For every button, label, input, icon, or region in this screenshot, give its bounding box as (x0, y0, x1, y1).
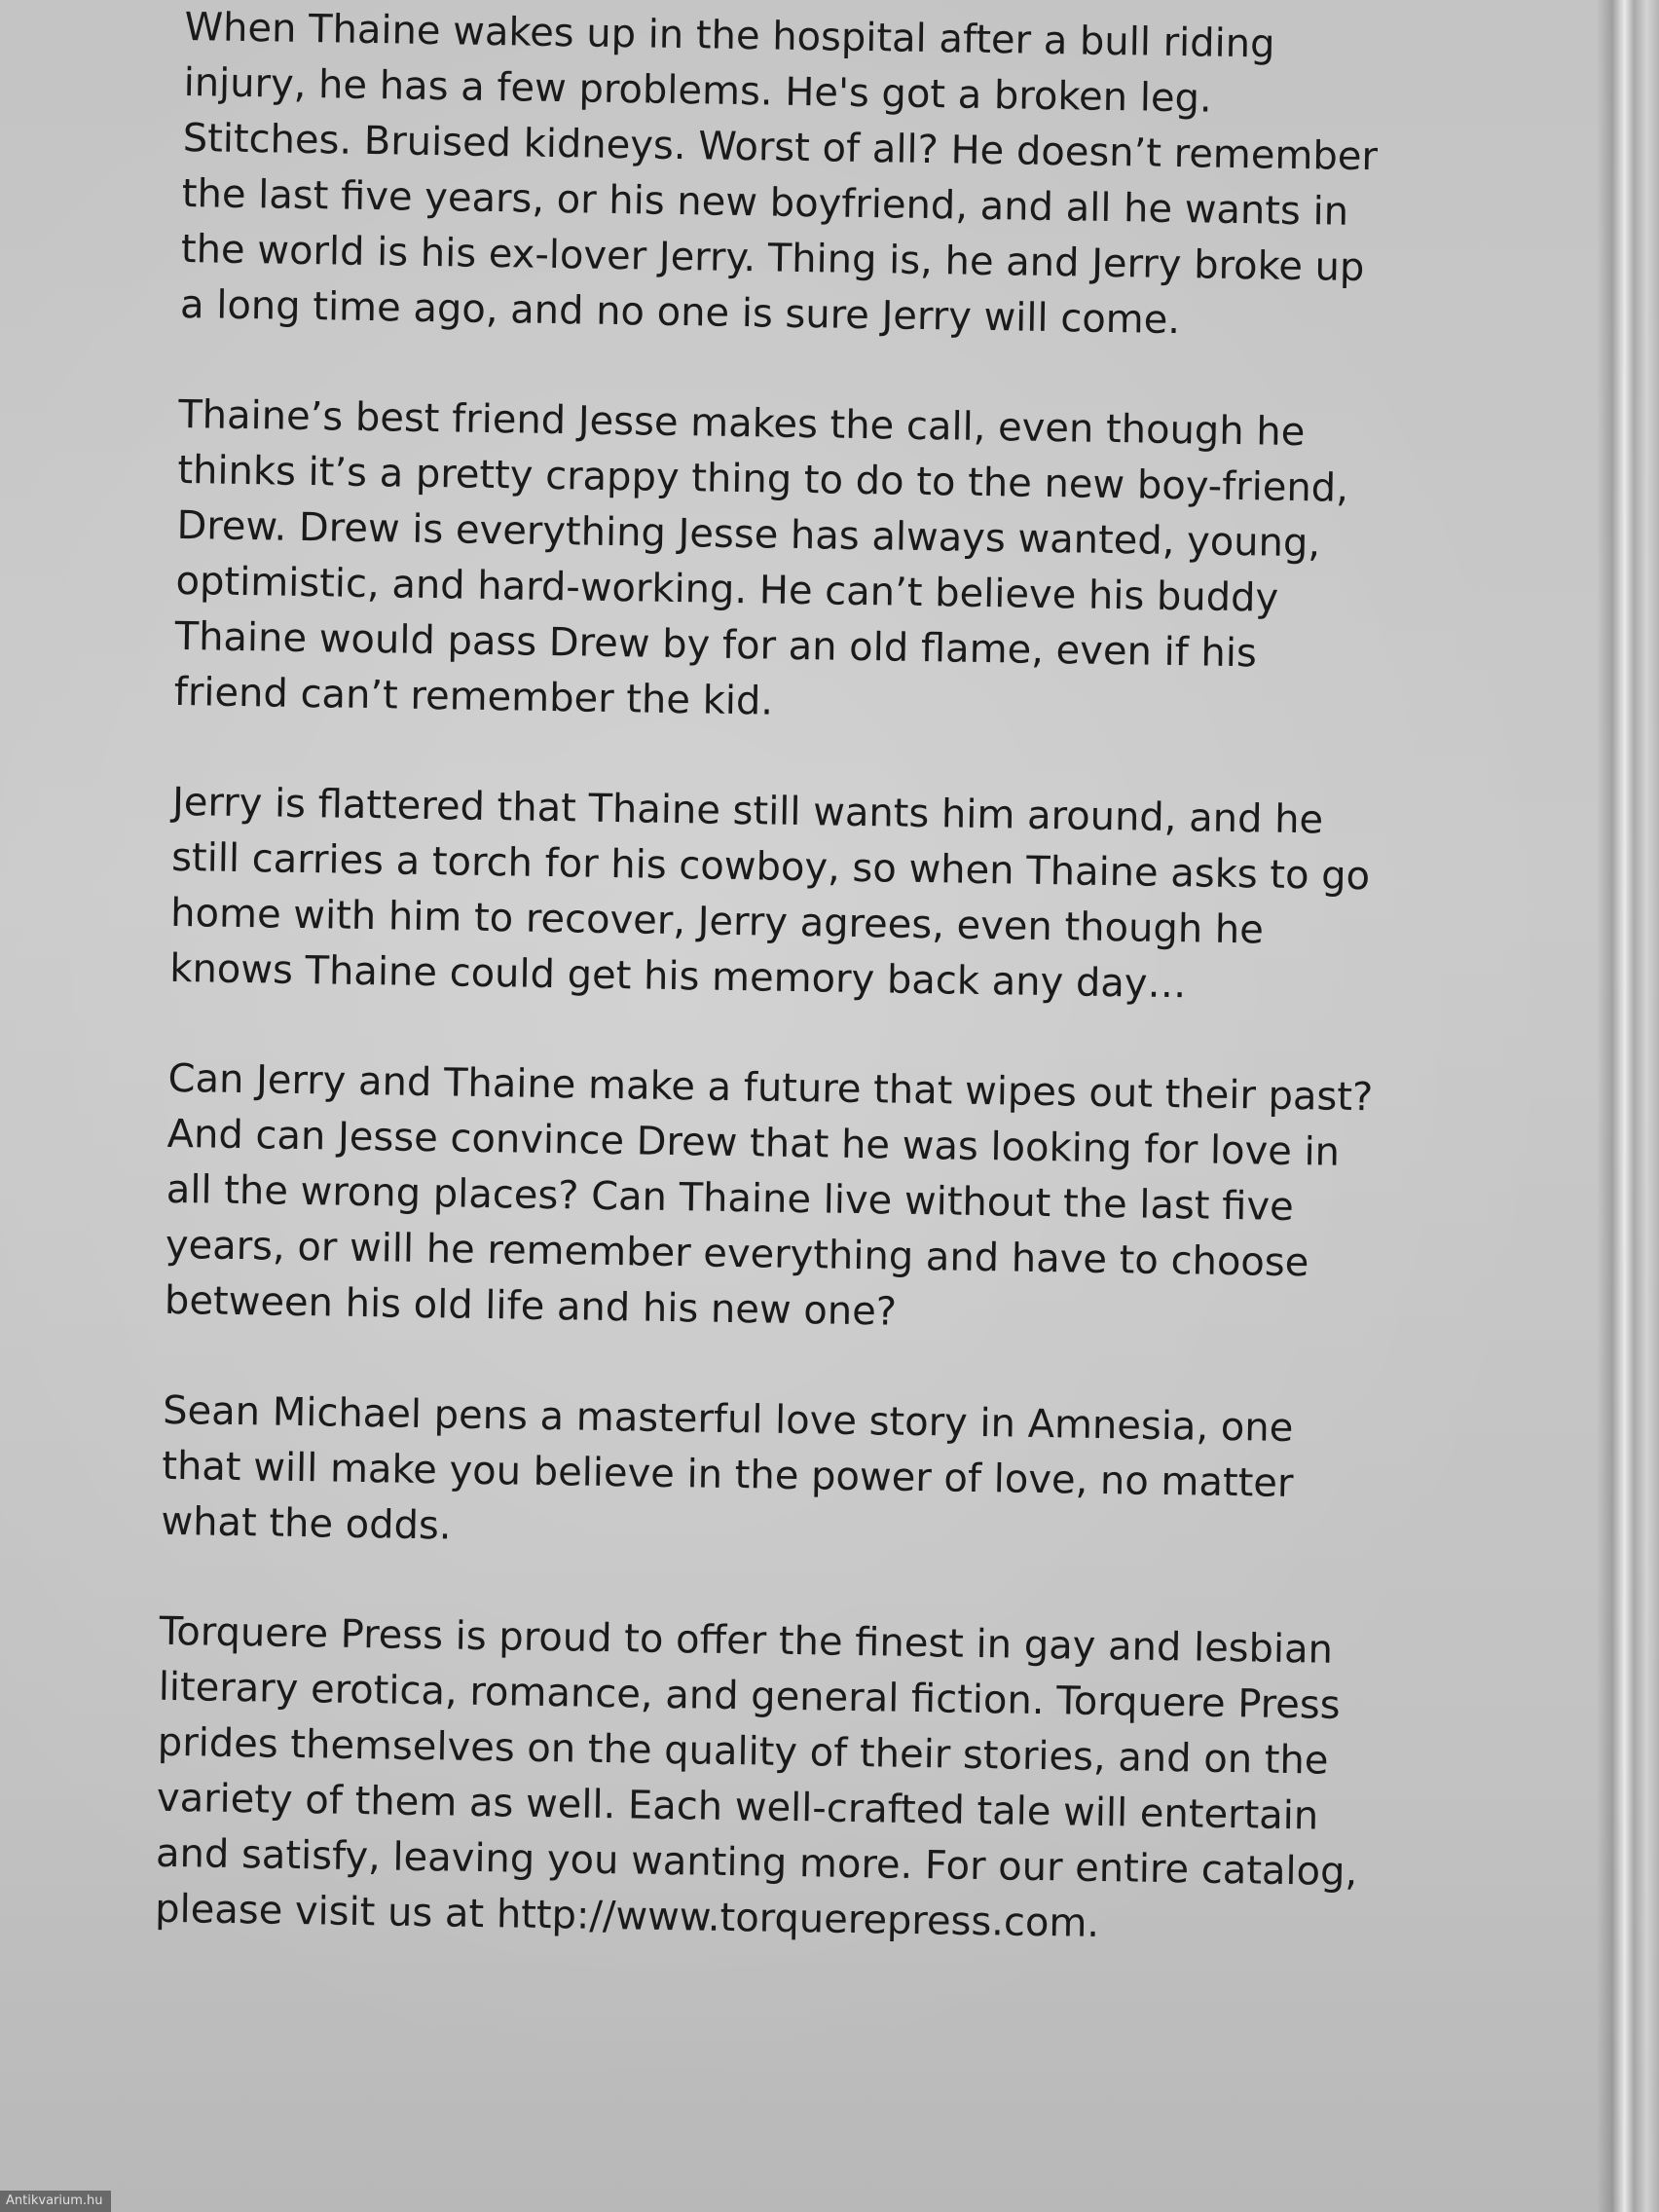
blurb-paragraph-publisher: Torquere Press is proud to offer the finest in gay and lesbian literary erotica, romance, and general fiction. Torquere Press prides themselves on the quality of their stories, and on the variety of them as well. Each well-crafted tale will entertain and satisfy, leaving you wanting more. For our entire catalog, please visit us at http://www.torquerepress.com. (154, 1608, 1358, 1946)
spine-edge (1597, 0, 1659, 2212)
blurb-paragraph-author: Sean Michael pens a masterful love story in Amnesia, one that will make you believe in the power of love, no matter what the odds. (161, 1387, 1294, 1549)
blurb-paragraph-intro: When Thaine wakes up in the hospital after a bull riding injury, he has a few problems. He's got a broken leg. Stitches. Bruised kidneys. Worst of all? He doesn’t remember the last five years, or his new boyfriend, and all he wants in the world is his ex-lover Jerry. Thing is, he and Jerry broke up a long time ago, and no one is sure Jerry will come. (179, 4, 1379, 344)
blurb-paragraph-jerry: Jerry is flattered that Thaine still wants him around, and he still carries a torch for his cowboy, so when Thaine asks to go home with him to recover, Jerry agrees, even though he knows Thaine could get his memory back any day… (169, 779, 1371, 1008)
blurb-text (154, 0, 1392, 2010)
blurb-paragraph-questions: Can Jerry and Thaine make a future that wipes out their past? And can Jesse convince Drew that he was looking for love in all the wrong places? Can Thaine live without the last five years, or will he remember everything and have to choose between his old life and his new one? (164, 1055, 1374, 1335)
blurb-paragraph-jesse: Thaine’s best friend Jesse makes the call, even though he thinks it’s a pretty crappy thing to do to the new boy-friend, Drew. Drew is everything Jesse has always wanted, young, optimistic, and hard-working. He can’t believe his buddy Thaine would pass Drew by for an old flame, even if his friend can’t remember the kid. (173, 391, 1349, 724)
watermark: Antikvarium.hu (0, 2191, 111, 2212)
